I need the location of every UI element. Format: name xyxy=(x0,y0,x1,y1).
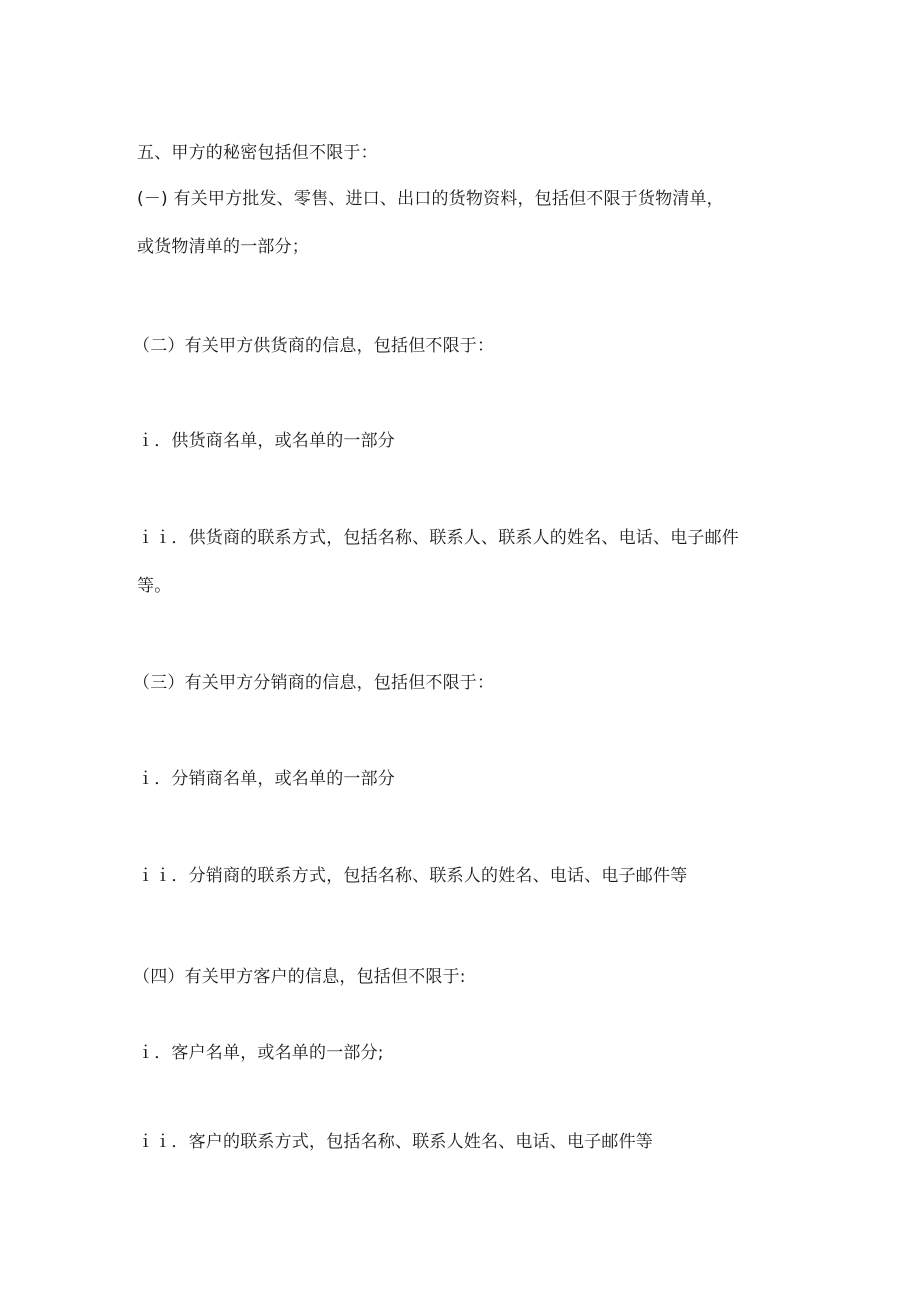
item1-line2: 或货物清单的一部分； xyxy=(137,237,309,257)
item3-sub-i: ｉ．分销商名单，或名单的一部分 xyxy=(137,769,395,789)
item3-sub-ii: ｉｉ．分销商的联系方式，包括名称、联系人的姓名、电话、电子邮件等 xyxy=(137,866,688,886)
section-title: 五、甲方的秘密包括但不限于： xyxy=(137,143,378,163)
item4-heading: （四）有关甲方客户的信息，包括但不限于: xyxy=(133,967,466,987)
item2-heading: （二）有关甲方供货商的信息，包括但不限于： xyxy=(133,336,495,356)
item1-line1: (－) 有关甲方批发、零售、进口、出口的货物资料，包括但不限于货物清单， xyxy=(137,189,724,209)
item4-sub-ii: ｉｉ．客户的联系方式，包括名称、联系人姓名、电话、电子邮件等 xyxy=(137,1132,653,1152)
item4-sub-i: ｉ．客户名单，或名单的一部分; xyxy=(137,1043,384,1063)
item2-sub-ii-line2: 等。 xyxy=(137,576,172,596)
item2-sub-i: ｉ．供货商名单，或名单的一部分 xyxy=(137,431,395,451)
item2-sub-ii-line1: ｉｉ．供货商的联系方式，包括名称、联系人、联系人的姓名、电话、电子邮件 xyxy=(137,528,739,548)
item3-heading: （三）有关甲方分销商的信息，包括但不限于： xyxy=(133,673,495,693)
